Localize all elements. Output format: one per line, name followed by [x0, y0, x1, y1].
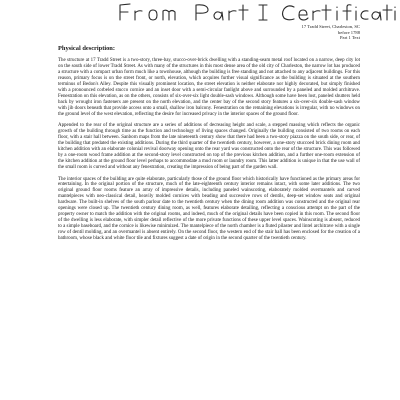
- document-header: [302, 24, 360, 41]
- handwritten-annotation-drawing: [118, 2, 398, 24]
- header-part: Part 1 Text: [339, 35, 360, 41]
- handwritten-annotation: [118, 2, 398, 24]
- paragraph: Appended to the rear of the original structure are a series of additions of decreasing height and scale, a stepped massing which reflects the organic growth of the building through time as the function and technology of living spaces changed. Originally the building consisted of two rooms on each floor, with a stair hall between. Sanborn maps from the late nineteenth century show that there had been a two-story piazza on the south side, or rear, of the building that predated the existing additions. During the third quarter of the twentieth century, however, a one-story stuccoed brick dining room and kitchen addition with an elaborate colonial revival doorway opening onto the rear yard was constructed onto the rear of the structure. This was followed by a one-room wood frame addition at the second-story level constructed on top of the previous kitchen addition, and a further one-room extension of the kitchen addition at the ground floor level perhaps to accommodate a mud room or laundry room. This latter addition is unique in that the use wall of the small room is curved and without any fenestration, creating the impression of being part of the garden wall.: [58, 123, 360, 170]
- header-address: 17 Tradd Street, Charleston, SC: [301, 24, 360, 29]
- paragraph: The structure at 17 Tradd Street is a two-story, three-bay, stucco-over-brick dwelling with a standing-seam metal roof located on a narrow, deep city lot on the south side of lower Tradd Street. As with many of the structures in this most dense area of the old city of Charleston, the narrow lot has produced a structure with a compact urban form much like a townhouse, although the building is free standing and not attached to any adjacent buildings. For this reason, primary focus is on the street front, or north, elevation, which acquires further visual significance as the building is situated at the southern terminus of Bedon's Alley. Despite this visually prominent location, the street elevation is neither elaborate nor highly decorated, but simply finished with a pronounced corbeled stucco cornice and an inset door with a semi-circular fanlight above and surrounded by a paneled and molded architrave. Fenestration on this elevation, as on the others, consists of six-over-six light double-sash windows. Although some have been lost, paneled shutters held back by wrought iron fasteners are present on the north elevation, and the center bay of the second story features a six-over-six double-sash window with jib doors beneath that provide access onto a small, shallow iron balcony. Fenestration on the remaining elevations is irregular, with no windows on the ground level of the west elevation, reflecting the desire for increased privacy in the interior spaces of the ground floor.: [58, 58, 360, 117]
- paragraph: The interior spaces of the building are quite elaborate, particularly those of the ground floor which historically have functioned as the primary areas for entertaining. In the original portion of the structure, much of the late-eighteenth century interior remains intact, with some later additions. The two original ground floor rooms feature an array of impressive details, including paneled wainscoting, elaborately molded overmantels and carved mantelpieces with neo-classical detail, heavily molded cornices with beading and successive rows of dentils, deep-set window seats and original hardware. The built-in shelves of the south parlour date to the twentieth century when the dining room addition was constructed and the original rear openings were closed up. The twentieth century dining room, as well, features elaborate detailing, reflecting a conscious attempt on the part of the property owner to match the addition with the original rooms, and indeed, much of the original details have been copied in this room. The second floor of the dwelling is less elaborate, with simpler detail reflective of the more private functions of these upper level spaces. Wainscoting is absent, reduced to a simple baseboard, and the cornice is likewise minimized. The mantelpiece of the north chamber is a fluted pilaster and lintel architrave with a single row of dentil molding, and an overmantel is absent entirely. On the second floor, the western end of the stair hall has been enclosed for the creation of a bathroom, whose black and white floor tile and fixtures suggest a date of origin in the second quarter of the twentieth century.: [58, 176, 360, 242]
- header-date: before 1788: [337, 29, 360, 35]
- document-body: [58, 58, 360, 248]
- section-title: Physical description:: [58, 45, 115, 52]
